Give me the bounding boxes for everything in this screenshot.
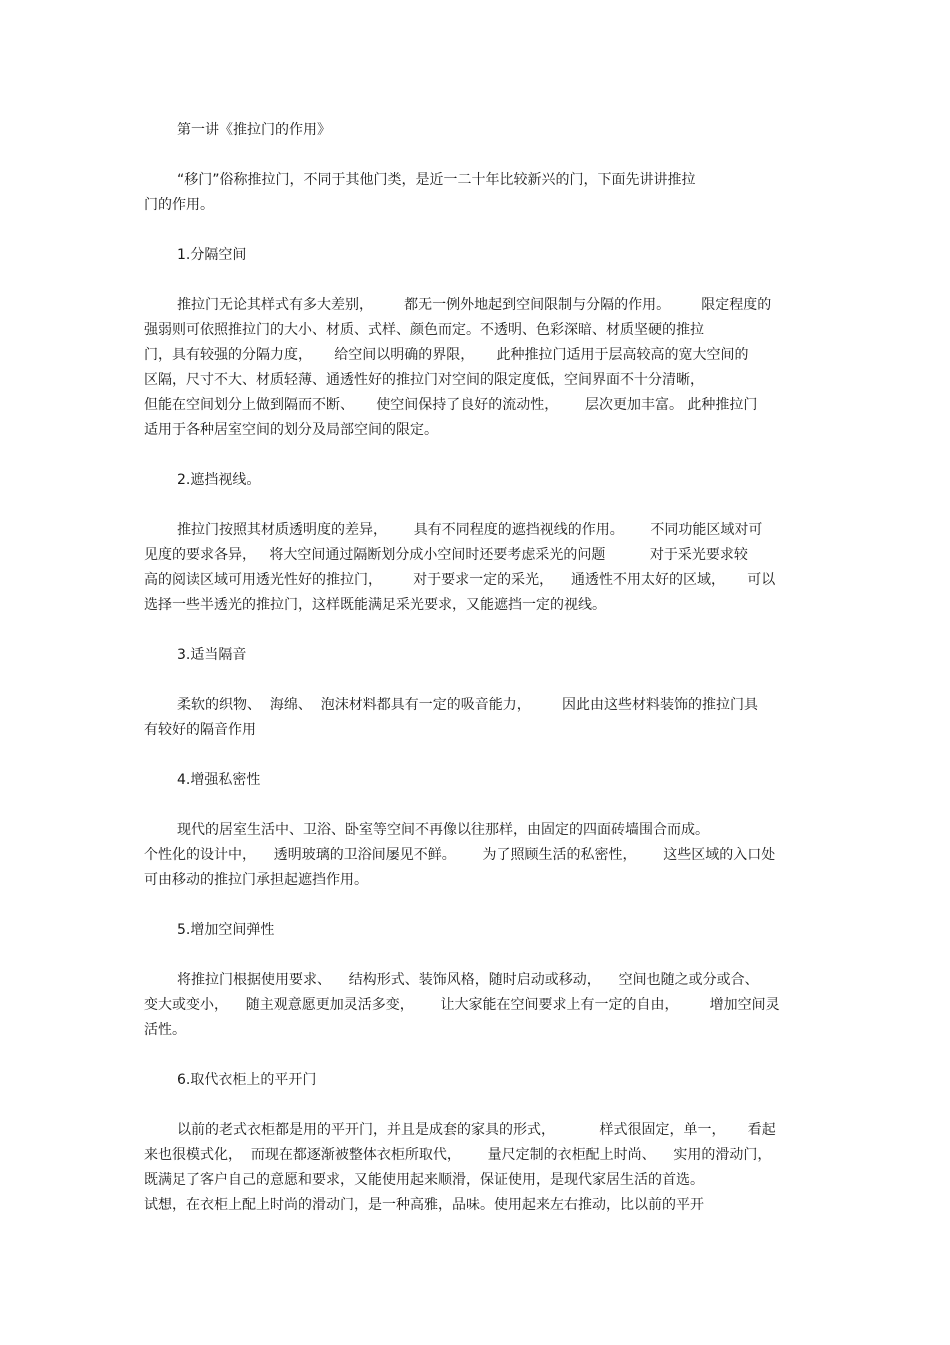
paragraph-line: 适用于各种居室空间的划分及局部空间的限定。 bbox=[144, 422, 438, 438]
section-heading: 6.取代衣柜上的平开门 bbox=[177, 1072, 317, 1088]
paragraph-line: 变大或变小， 随主观意愿更加灵活多变， 让大家能在空间要求上有一定的自由， 增加空间灵 bbox=[144, 997, 780, 1013]
paragraph-line: 区隔，尺寸不大、材质轻薄、通透性好的推拉门对空间的限定度低，空间界面不十分清晰， bbox=[144, 372, 704, 388]
page-title: 第一讲《推拉门的作用》 bbox=[177, 122, 331, 138]
paragraph-line: 现代的居室生活中、卫浴、卧室等空间不再像以往那样，由固定的四面砖墙围合而成。 bbox=[177, 822, 709, 838]
section-heading: 2.遮挡视线。 bbox=[177, 472, 261, 488]
paragraph-line: 门，具有较强的分隔力度， 给空间以明确的界限， 此种推拉门适用于层高较高的宽大空间的 bbox=[144, 347, 749, 363]
section-heading: 3.适当隔音 bbox=[177, 647, 247, 663]
paragraph-line: 试想，在衣柜上配上时尚的滑动门，是一种高雅，品味。使用起来左右推动，比以前的平开 bbox=[144, 1197, 704, 1213]
paragraph-line: 有较好的隔音作用 bbox=[144, 722, 256, 738]
paragraph-line: 活性。 bbox=[144, 1022, 186, 1038]
paragraph-line: 选择一些半透光的推拉门，这样既能满足采光要求，又能遮挡一定的视线。 bbox=[144, 597, 606, 613]
paragraph-line: 个性化的设计中， 透明玻璃的卫浴间屡见不鲜。 为了照顾生活的私密性， 这些区域的入口处 bbox=[144, 847, 776, 863]
paragraph-line: 既满足了客户自己的意愿和要求，又能使用起来顺滑，保证使用，是现代家居生活的首选。 bbox=[144, 1172, 704, 1188]
paragraph-line: 高的阅读区域可用透光性好的推拉门， 对于要求一定的采光， 通透性不用太好的区域， 可以 bbox=[144, 572, 776, 588]
paragraph-line: 来也很模式化， 而现在都逐渐被整体衣柜所取代， 量尺定制的衣柜配上时尚、 实用的滑动门， bbox=[144, 1147, 772, 1163]
paragraph-line: 柔软的织物、 海绵、 泡沫材料都具有一定的吸音能力， 因此由这些材料装饰的推拉门具 bbox=[177, 697, 758, 713]
paragraph-line: 见度的要求各异， 将大空间通过隔断划分成小空间时还要考虑采光的问题 对于采光要求较 bbox=[144, 547, 748, 563]
section-heading: 5.增加空间弹性 bbox=[177, 922, 275, 938]
paragraph-line: 以前的老式衣柜都是用的平开门，并且是成套的家具的形式， 样式很固定，单一， 看起 bbox=[177, 1122, 776, 1138]
paragraph-line: 将推拉门根据使用要求、 结构形式、装饰风格，随时启动或移动， 空间也随之或分或合、 bbox=[177, 972, 759, 988]
paragraph-line: 推拉门无论其样式有多大差别， 都无一例外地起到空间限制与分隔的作用。 限定程度的 bbox=[177, 297, 772, 313]
intro-line: “移门”俗称推拉门，不同于其他门类，是近一二十年比较新兴的门，下面先讲讲推拉 bbox=[177, 172, 696, 188]
paragraph-line: 强弱则可依照推拉门的大小、材质、式样、颜色而定。不透明、色彩深暗、材质坚硬的推拉 bbox=[144, 322, 704, 338]
paragraph-line: 推拉门按照其材质透明度的差异， 具有不同程度的遮挡视线的作用。 不同功能区域对可 bbox=[177, 522, 763, 538]
section-heading: 1.分隔空间 bbox=[177, 247, 247, 263]
paragraph-line: 但能在空间划分上做到隔而不断、 使空间保持了良好的流动性， 层次更加丰富。 此种推拉门 bbox=[144, 397, 758, 413]
paragraph-line: 可由移动的推拉门承担起遮挡作用。 bbox=[144, 872, 368, 888]
section-heading: 4.增强私密性 bbox=[177, 772, 261, 788]
intro-line: 门的作用。 bbox=[144, 197, 214, 213]
